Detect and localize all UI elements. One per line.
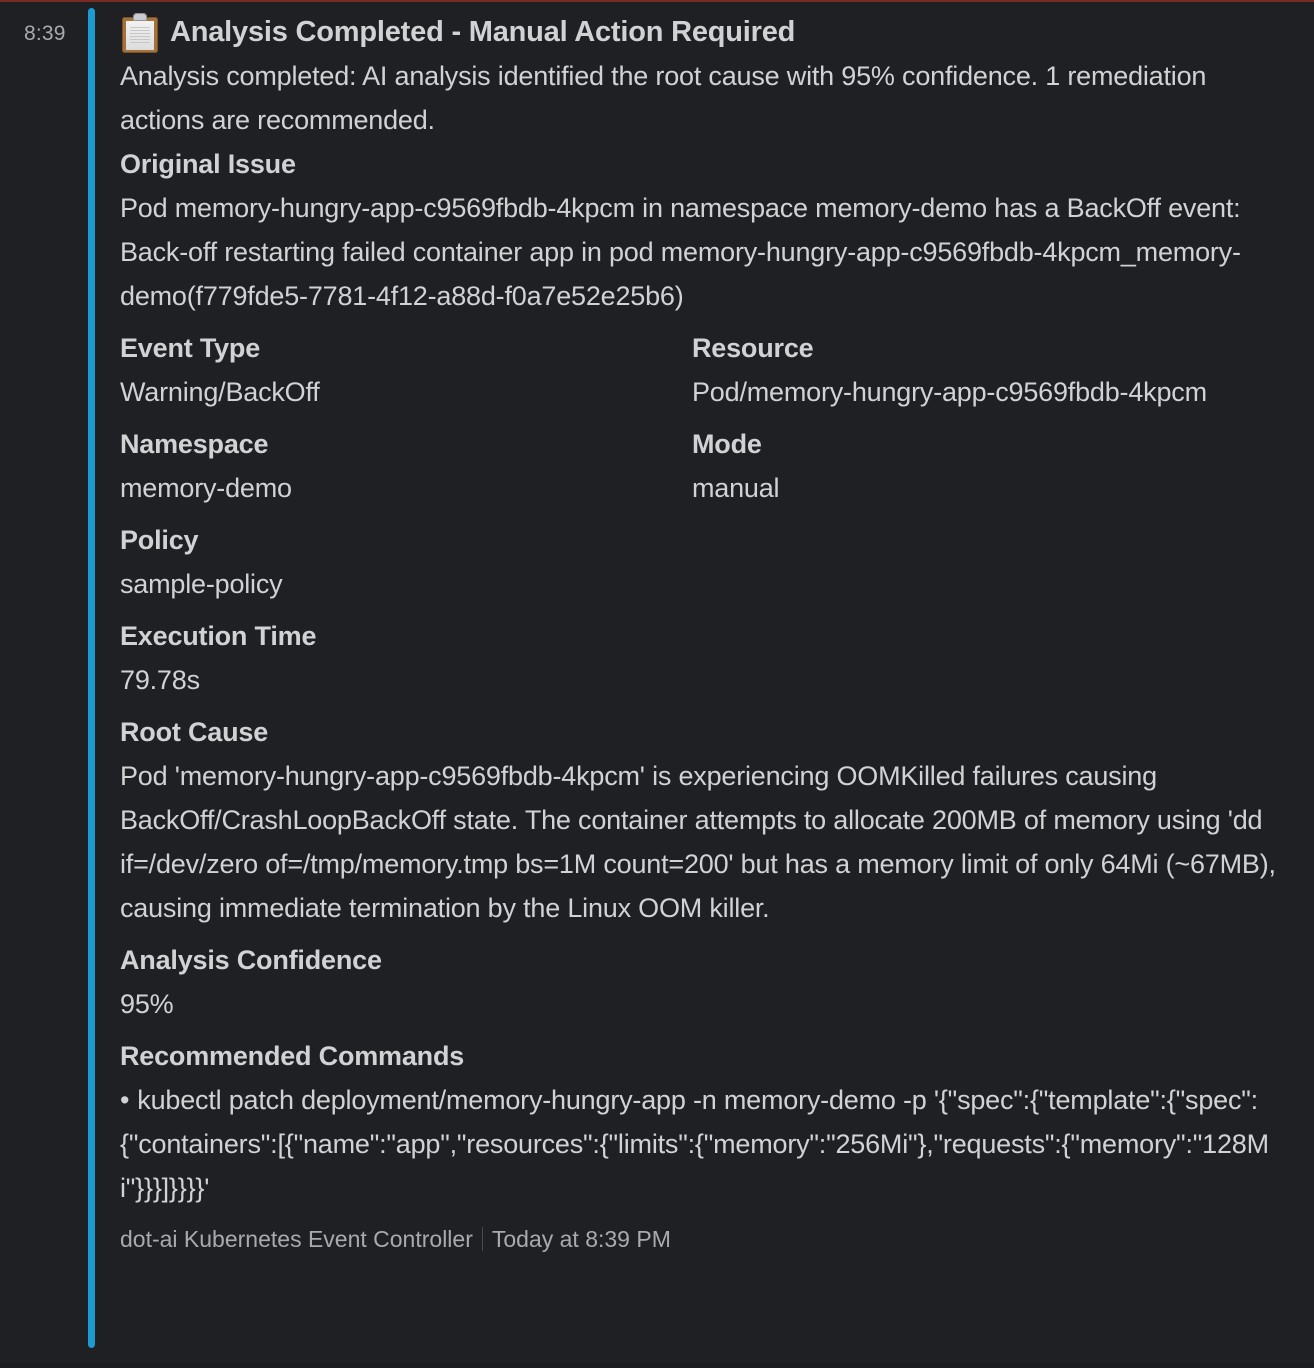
attachment-title-row [120,10,1280,54]
analysis-confidence-field [120,938,1280,1026]
clipboard-icon [120,11,160,53]
footer-divider [482,1227,483,1251]
event-type-field [120,326,692,414]
message-timestamp[interactable]: 8:39 [24,22,66,45]
field-label: Original Issue [120,149,296,179]
resource-field [692,326,1232,414]
field-value: 95% [120,989,174,1019]
bullet-icon: • [120,1085,130,1115]
field-label: Execution Time [120,621,317,651]
original-issue-field [120,142,1280,318]
field-value: manual [692,473,780,503]
field-label: Policy [120,525,199,555]
fields-grid [120,326,1280,518]
top-divider [0,0,1314,2]
field-label: Namespace [120,429,269,459]
bottom-edge [0,1362,1314,1368]
field-value: memory-demo [120,473,292,503]
execution-time-field [120,614,1280,702]
field-label: Recommended Commands [120,1041,465,1071]
attachment-accent-bar [88,8,95,1348]
footer-source: dot-ai Kubernetes Event Controller [120,1226,473,1252]
field-label: Resource [692,333,814,363]
footer-timestamp[interactable]: Today at 8:39 PM [491,1226,671,1252]
root-cause-field [120,710,1280,930]
field-label: Event Type [120,333,261,363]
field-value: sample-policy [120,569,283,599]
command-text: kubectl patch deployment/memory-hungry-app -n memory-demo -p '{"spec":{"template":{"spec":{"containers":[{"name":"app","resources":{"limits":{"memory":"256Mi"},"requests":{"memory":"128Mi"}}}]}}}}' [120,1085,1269,1203]
field-label: Analysis Confidence [120,945,382,975]
analysis-summary: Analysis completed: AI analysis identified the root cause with 95% confidence. 1 remediation actions are recommended. [120,61,1207,135]
field-value: Pod memory-hungry-app-c9569fbdb-4kpcm in namespace memory-demo has a BackOff event: Back-off restarting failed container app in pod memory-hungry-app-c9569fbdb-4kpcm_memory-demo(f779fde5-7781-4f12-a88d-f0a7e52e25b6) [120,193,1241,311]
field-value: Warning/BackOff [120,377,320,407]
field-value: 79.78s [120,665,200,695]
policy-field [120,518,1280,606]
field-label: Mode [692,429,762,459]
attachment-content [120,10,1280,1254]
command-list-item [120,1078,1280,1210]
field-label: Root Cause [120,717,269,747]
mode-field [692,422,1232,510]
attachment-footer [120,1224,1280,1254]
attachment-title: Analysis Completed - Manual Action Required [170,15,796,48]
field-value: Pod 'memory-hungry-app-c9569fbdb-4kpcm' is experiencing OOMKilled failures causing BackOff/CrashLoopBackOff state. The container attempts to allocate 200MB of memory using 'dd if=/dev/zero of=/tmp/memory.tmp bs=1M count=200' but has a memory limit of only 64Mi (~67MB), causing immediate termination by the Linux OOM killer. [120,761,1276,923]
field-value: Pod/memory-hungry-app-c9569fbdb-4kpcm [692,377,1207,407]
namespace-field [120,422,692,510]
recommended-commands-field [120,1034,1280,1210]
